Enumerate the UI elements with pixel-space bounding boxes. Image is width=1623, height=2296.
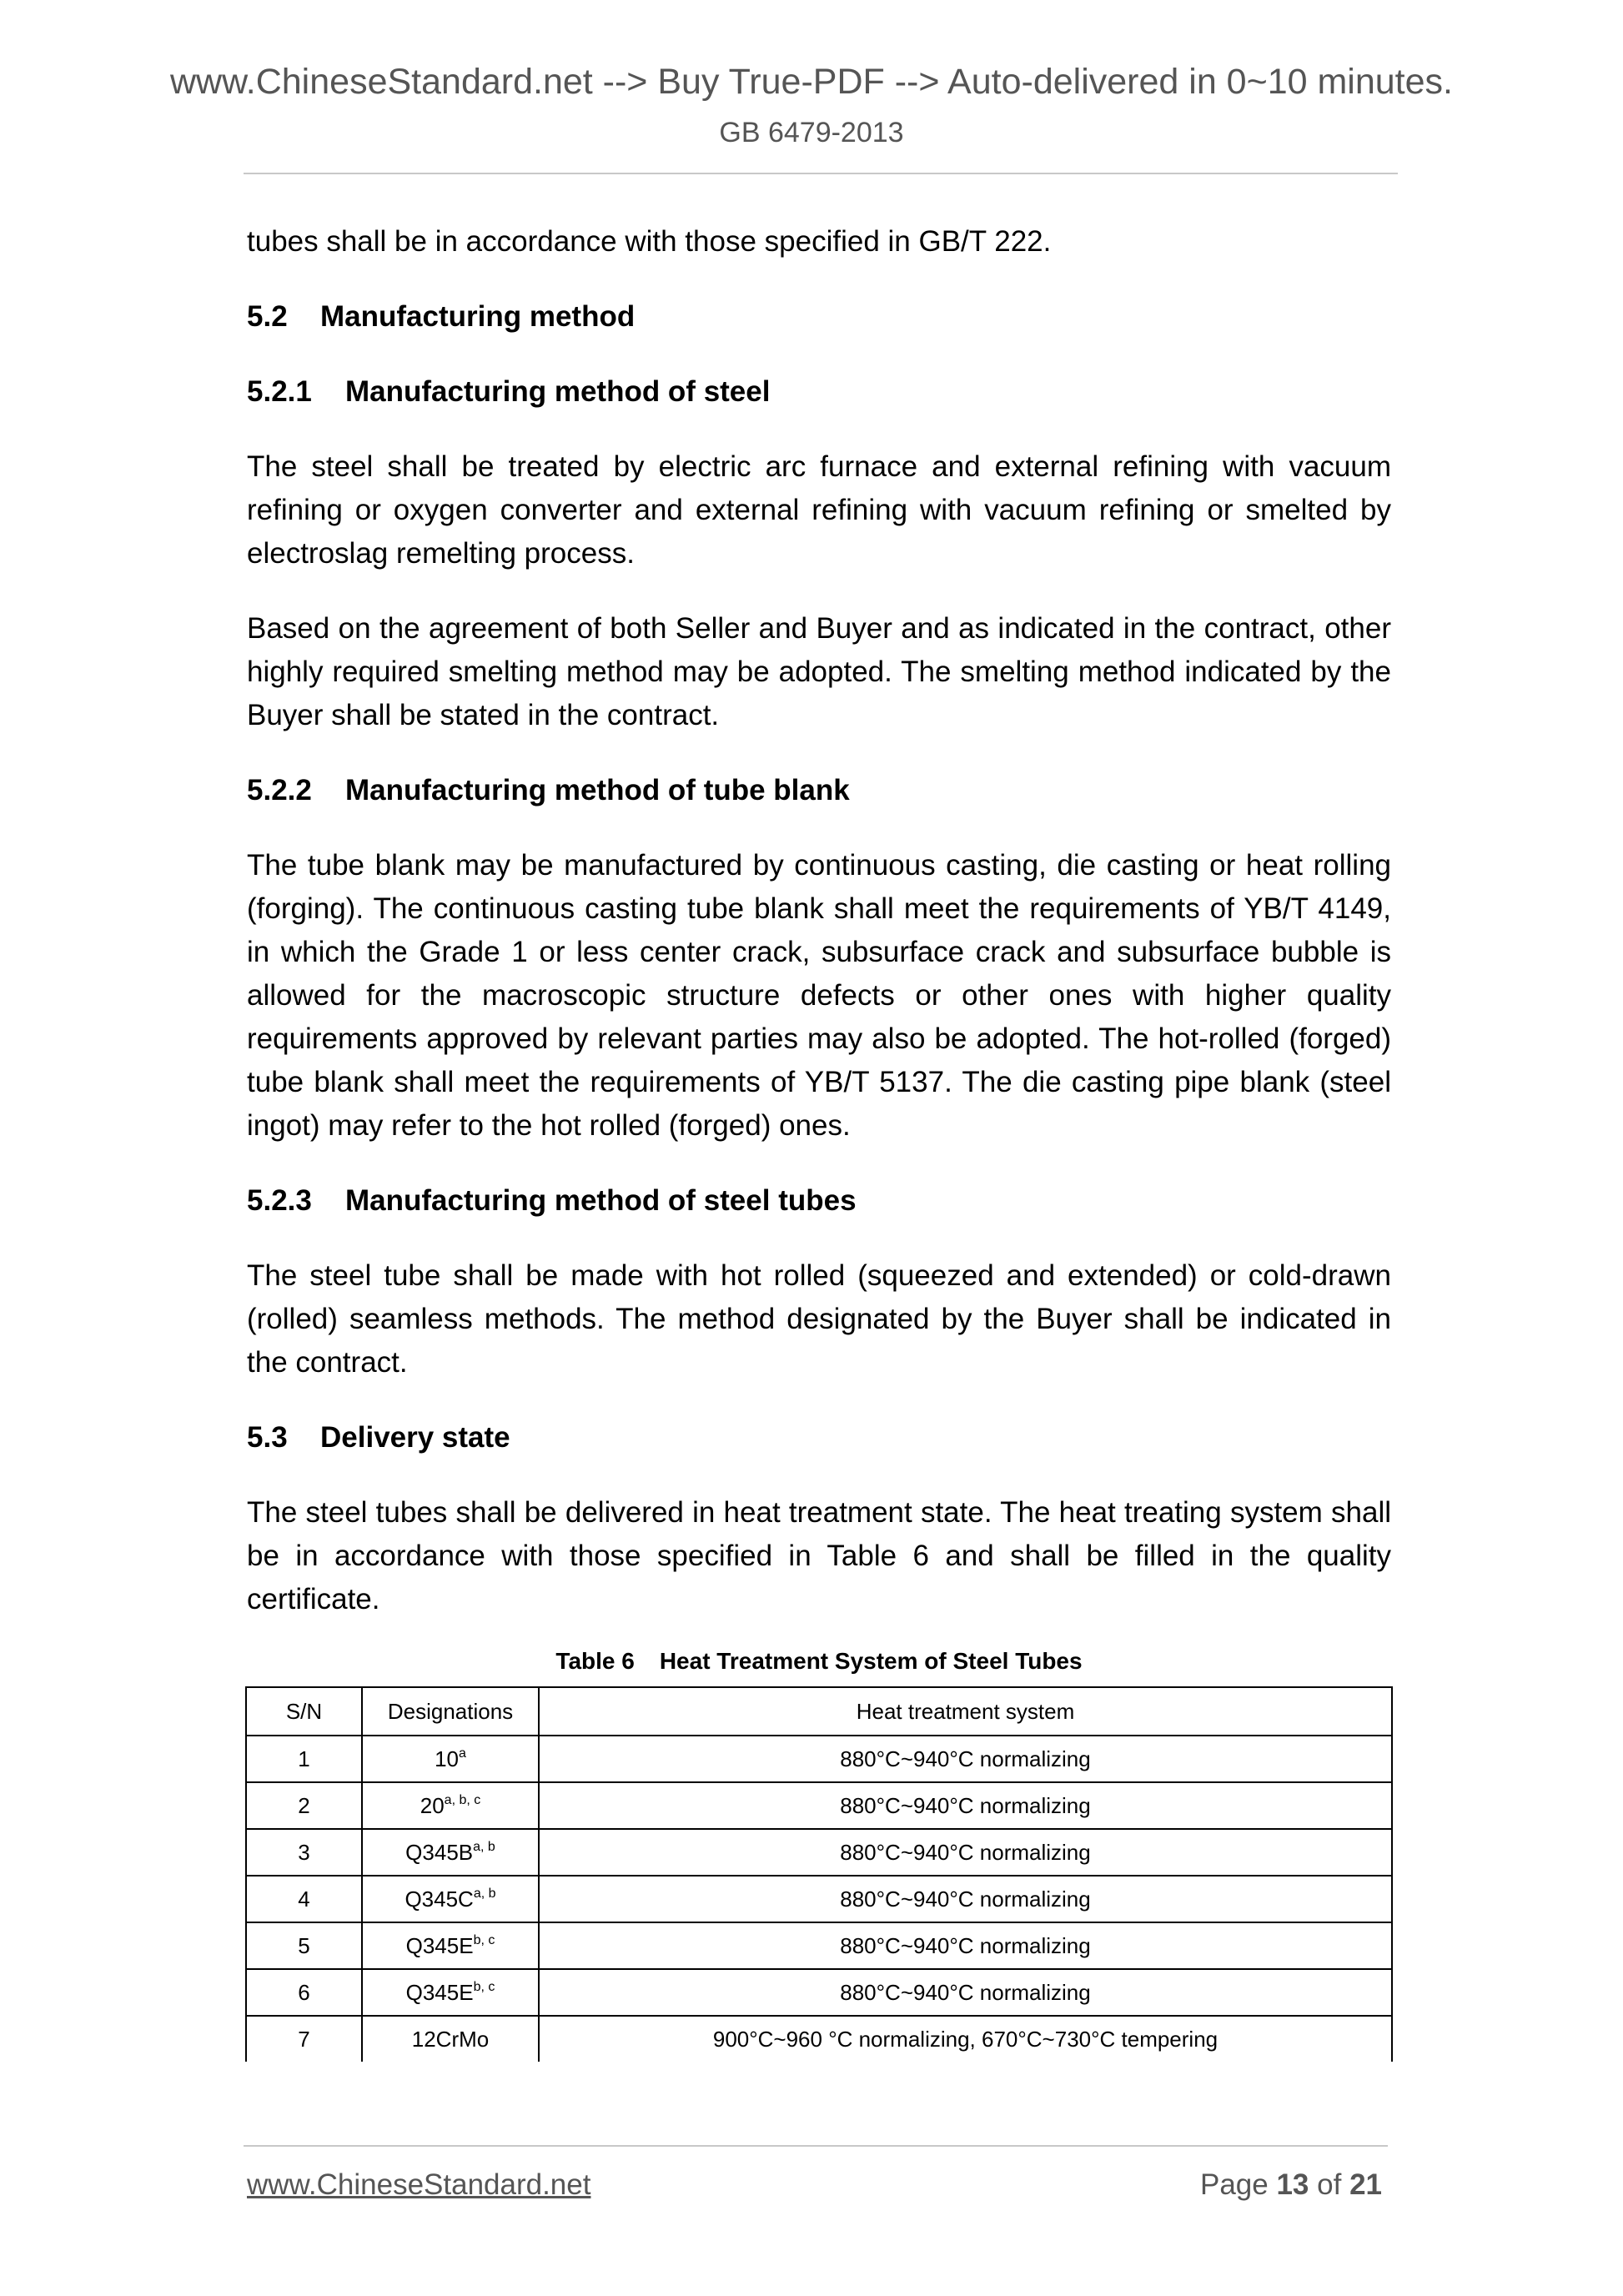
cell-sn: 6 [246, 1969, 362, 2016]
section-title: Manufacturing method of tube blank [345, 774, 850, 806]
table-row [246, 2016, 1392, 2062]
document-body [247, 220, 1391, 2062]
section-5-2-2-heading [247, 769, 1391, 812]
cell-designation [362, 1782, 539, 1829]
cell-heat-treatment: 880°C~940°C normalizing [539, 1782, 1392, 1829]
cell-designation [362, 2016, 539, 2062]
designation-note: a, b, c [444, 1792, 481, 1807]
designation-text: 12CrMo [411, 2026, 490, 2052]
cell-heat-treatment: 880°C~940°C normalizing [539, 1829, 1392, 1876]
section-number: 5.3 [247, 1421, 288, 1454]
cell-heat-treatment: 880°C~940°C normalizing [539, 1969, 1392, 2016]
section-title: Manufacturing method [320, 300, 636, 333]
page-current: 13 [1276, 2168, 1309, 2201]
designation-text: Q345E [405, 1979, 474, 2005]
table-header-row [246, 1687, 1392, 1736]
section-number: 5.2.1 [247, 375, 312, 408]
section-number: 5.2.3 [247, 1184, 312, 1217]
designation-note: b, c [473, 1932, 495, 1947]
table-row [246, 1736, 1392, 1782]
cell-heat-treatment: 880°C~940°C normalizing [539, 1922, 1392, 1969]
section-5-2-1-heading [247, 370, 1391, 414]
cell-heat-treatment: 880°C~940°C normalizing [539, 1736, 1392, 1782]
table-row [246, 1829, 1392, 1876]
paragraph-5-2-3: The steel tube shall be made with hot rolled (squeezed and extended) or cold-drawn (rolled) seamless methods. The method designated by the Buyer shall be indicated in the contract. [247, 1259, 1391, 1379]
section-number: 5.2 [247, 300, 288, 333]
table-row [246, 1782, 1392, 1829]
cell-heat-treatment: 880°C~940°C normalizing [539, 1876, 1392, 1922]
section-number: 5.2.2 [247, 774, 312, 806]
table-row [246, 1922, 1392, 1969]
header-divider [244, 173, 1398, 174]
heat-treatment-table [245, 1686, 1393, 2062]
header-banner: www.ChineseStandard.net --> Buy True-PDF --> Auto-delivered in 0~10 minutes. [169, 62, 1453, 102]
table-title: Heat Treatment System of Steel Tubes [659, 1648, 1083, 1674]
column-header-designations: Designations [362, 1687, 539, 1736]
continuation-paragraph: tubes shall be in accordance with those specified in GB/T 222. [247, 225, 1052, 258]
cell-sn: 1 [246, 1736, 362, 1782]
designation-note: b, c [473, 1979, 495, 1994]
paragraph-5-2-1-b: Based on the agreement of both Seller and Buyer and as indicated in the contract, other highly required smelting method may be adopted. The smelting method indicated by the Buyer shall be stated in the contract. [247, 612, 1391, 731]
designation-note: a, b [473, 1839, 495, 1854]
cell-sn: 2 [246, 1782, 362, 1829]
designation-note: a, b [473, 1886, 496, 1901]
table-row [246, 1969, 1392, 2016]
designation-text: 20 [420, 1792, 445, 1818]
cell-designation [362, 1736, 539, 1782]
section-5-3-heading [247, 1416, 1391, 1459]
page-indicator [1200, 2168, 1382, 2202]
table-caption [247, 1646, 1391, 1676]
designation-text: Q345B [405, 1839, 474, 1865]
cell-designation [362, 1829, 539, 1876]
designation-text: 10 [435, 1746, 459, 1771]
cell-sn: 7 [246, 2016, 362, 2062]
cell-designation [362, 1969, 539, 2016]
designation-text: Q345E [405, 1932, 474, 1958]
cell-designation [362, 1922, 539, 1969]
cell-heat-treatment: 900°C~960 °C normalizing, 670°C~730°C tempering [539, 2016, 1392, 2062]
section-title: Manufacturing method of steel tubes [345, 1184, 857, 1217]
footer-divider [244, 2145, 1388, 2147]
column-header-heat-treatment: Heat treatment system [539, 1687, 1392, 1736]
paragraph-5-2-2: The tube blank may be manufactured by continuous casting, die casting or heat rolling (forging). The continuous casting tube blank shall meet the requirements of YB/T 4149, in which the Grade 1 or less center crack, subsurface crack and subsurface bubble is allowed for the macroscopic structure defects or other ones with higher quality requirements approved by relevant parties may also be adopted. The hot-rolled (forged) tube blank shall meet the requirements of YB/T 5137. The die casting pipe blank (steel ingot) may refer to the hot rolled (forged) ones. [247, 849, 1391, 1142]
designation-text: Q345C [404, 1886, 474, 1912]
page-label: Page [1199, 2168, 1269, 2201]
section-title: Manufacturing method of steel [345, 375, 771, 408]
table-number: Table 6 [555, 1648, 635, 1674]
section-5-2-heading [247, 295, 1391, 339]
standard-number: GB 6479-2013 [719, 117, 904, 148]
paragraph-5-2-1-a: The steel shall be treated by electric arc furnace and external refining with vacuum refining or oxygen converter and external refining with vacuum refining or smelted by electroslag remelting process. [247, 450, 1391, 570]
designation-note: a [459, 1746, 466, 1761]
cell-sn: 3 [246, 1829, 362, 1876]
section-5-2-3-heading [247, 1179, 1391, 1223]
page-of-label: of [1317, 2168, 1342, 2201]
paragraph-5-3: The steel tubes shall be delivered in heat treatment state. The heat treating system shall be in accordance with those specified in Table 6 and shall be filled in the quality certificate. [247, 1496, 1391, 1615]
page-total: 21 [1349, 2168, 1382, 2201]
table-row [246, 1876, 1392, 1922]
cell-designation [362, 1876, 539, 1922]
section-title: Delivery state [320, 1421, 510, 1454]
cell-sn: 4 [246, 1876, 362, 1922]
cell-sn: 5 [246, 1922, 362, 1969]
column-header-sn: S/N [246, 1687, 362, 1736]
footer-website-link[interactable]: www.ChineseStandard.net [247, 2168, 591, 2201]
